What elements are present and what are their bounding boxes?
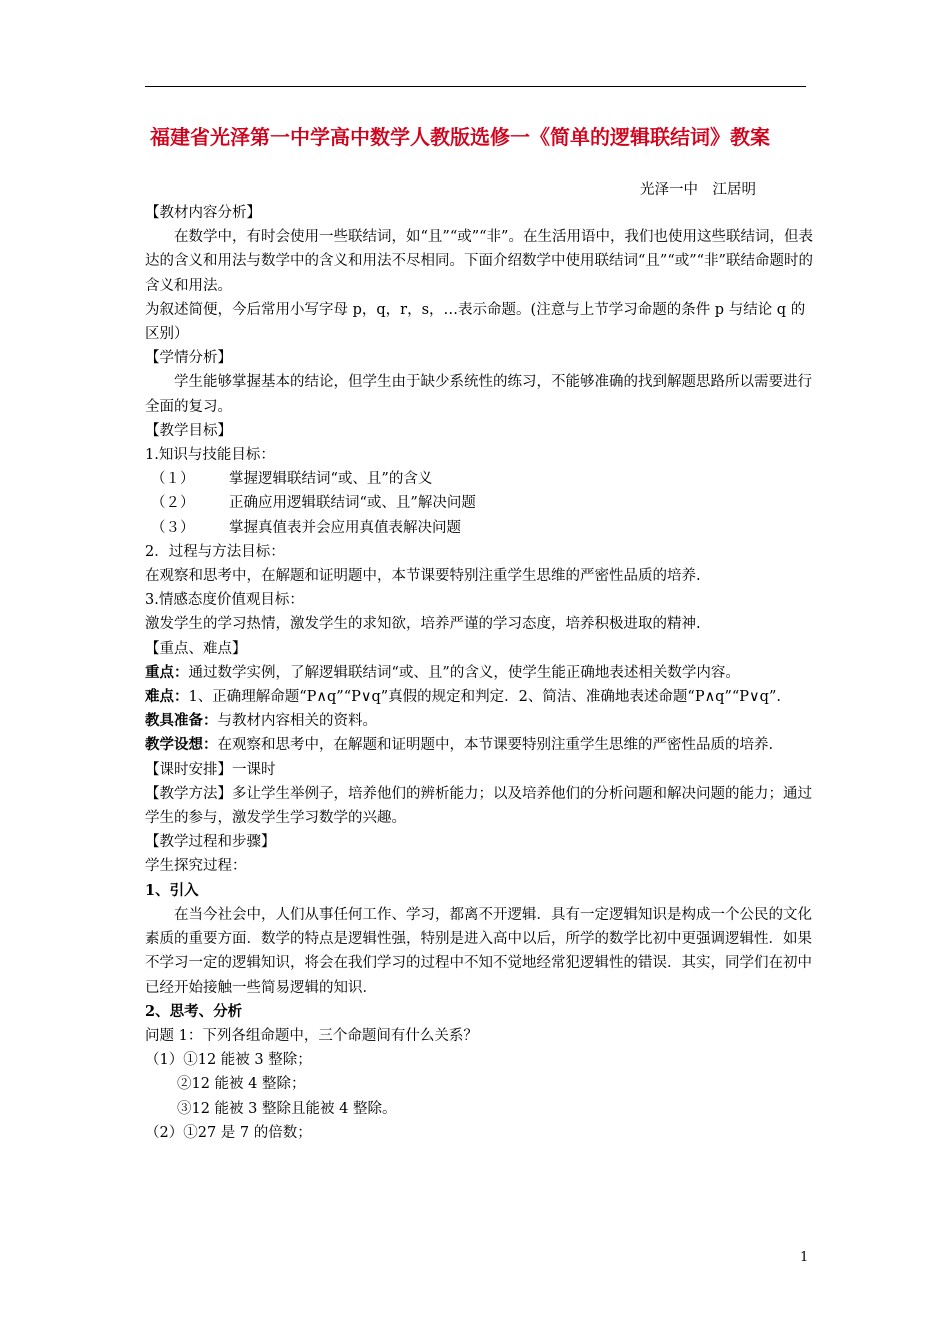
step-2-heading: 2、思考、分析: [145, 1002, 243, 1020]
time-line: 【课时安排】一课时: [145, 761, 276, 778]
section-heading-key-points: 【重点、难点】: [145, 640, 247, 657]
tools-line: 教具准备：与教材内容相关的资料。: [145, 712, 377, 730]
document-title: 福建省光泽第一中学高中数学人教版选修一《简单的逻辑联结词》教案: [150, 125, 770, 149]
difficulty-line: 难点：1、正确理解命题“P∧q”“P∨q”真假的规定和判定．2、简洁、准确地表述命题“P∧q”“P∨q”.: [145, 688, 781, 706]
goal-item: （３） 掌握真值表并会应用真值表解决问题: [151, 519, 461, 536]
section-heading-goals: 【教学目标】: [145, 422, 232, 439]
section-heading-materials: 【教材内容分析】: [145, 205, 261, 221]
goal-1-heading: 1.知识与技能目标：: [145, 447, 275, 464]
page-number: 1: [800, 1250, 809, 1265]
paragraph-materials-1: 在数学中，有时会使用一些联结词，如“且”“或”“非”。在生活用语中，我们也使用这些联结词，但表达的含义和用法与数学中的含义和用法不尽相同。下面介绍数学中使用联结词“且”“或”“非”联结命题时的含义和用法。: [145, 229, 813, 294]
design-line: 教学设想：在观察和思考中，在解题和证明题中，本节课要特别注重学生思维的严密性品质的培养.: [145, 736, 774, 754]
key-point-line: 重点：通过数学实例，了解逻辑联结词“或、且”的含义，使学生能正确地表述相关数学内容。: [145, 663, 740, 681]
goal-2-heading: 2．过程与方法目标：: [145, 543, 285, 560]
group-2-item-1: （2）①27 是 7 的倍数；: [145, 1124, 312, 1141]
goal-item: （２） 正确应用逻辑联结词“或、且”解决问题: [151, 495, 476, 512]
goal-item: （１） 掌握逻辑联结词“或、且”的含义: [151, 471, 433, 488]
group-1-item-2: ②12 能被 4 整除；: [177, 1076, 306, 1093]
group-1-item-1: （1）①12 能被 3 整除；: [145, 1052, 312, 1069]
goal-3-text: 激发学生的学习热情，激发学生的求知欲，培养严谨的学习态度，培养积极进取的精神.: [145, 616, 701, 633]
paragraph-students: 学生能够掌握基本的结论，但学生由于缺少系统性的练习，不能够准确的找到解题思路所以需要进行全面的复习。: [145, 374, 812, 415]
goal-3-heading: 3.情感态度价值观目标：: [145, 592, 304, 609]
paragraph-intro: 在当今社会中，人们从事任何工作、学习，都离不开逻辑．具有一定逻辑知识是构成一个公民的文化素质的重要方面．数学的特点是逻辑性强，特别是进入高中以后，所学的数学比初中更强调逻辑性．如果不学习一定的逻辑知识，将会在我们学习的过程中不知不觉地经常犯逻辑性的错误．其实，同学们在初中已经开始接触一些简易逻辑的知识．: [145, 906, 812, 996]
header-rule: [145, 86, 806, 87]
author-line: 光泽一中 江居明: [640, 182, 756, 198]
section-heading-students: 【学情分析】: [145, 350, 232, 367]
section-heading-process: 【教学过程和步骤】: [145, 834, 276, 851]
group-1-item-3: ③12 能被 3 整除且能被 4 整除。: [177, 1100, 397, 1117]
document-body: [145, 201, 815, 1145]
step-1-heading: 1、引入: [145, 881, 199, 899]
question-1: 问题 1：下列各组命题中，三个命题间有什么关系？: [145, 1027, 478, 1044]
method-line: 【教学方法】多让学生举例子，培养他们的辨析能力；以及培养他们的分析问题和解决问题的能力；通过学生的参与，激发学生学习数学的兴趣。: [145, 785, 812, 827]
goal-2-text: 在观察和思考中，在解题和证明题中，本节课要特别注重学生思维的严密性品质的培养.: [145, 568, 701, 585]
paragraph-materials-2: 为叙述简便，今后常用小写字母 p，q，r，s，…表示命题。(注意与上节学习命题的条件 p 与结论 q 的区别）: [145, 301, 806, 343]
explore-label: 学生探究过程：: [145, 858, 247, 875]
